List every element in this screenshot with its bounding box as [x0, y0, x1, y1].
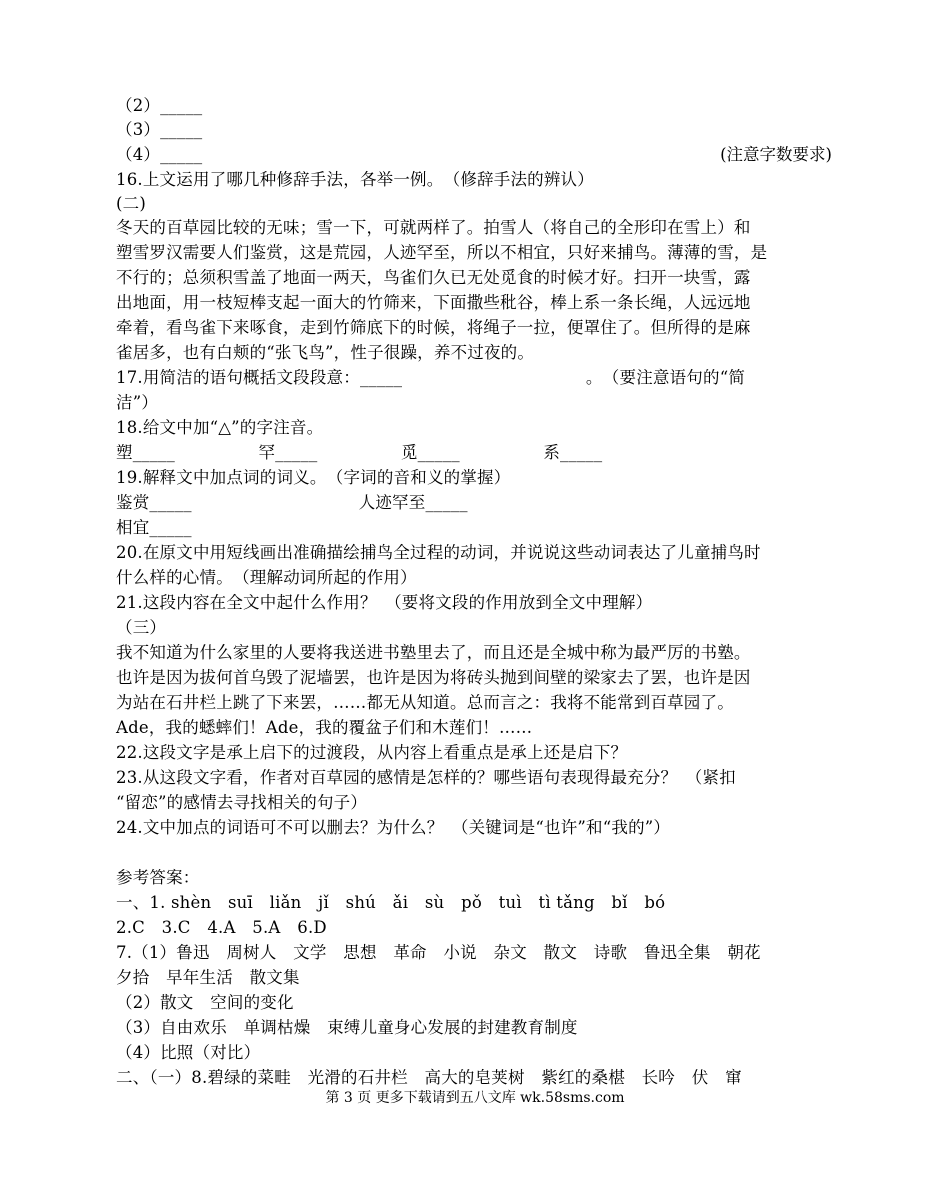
question-19: 19.解释文中加点词的词义。 （字词的音和义的掌握） — [116, 468, 511, 487]
passage-line: 出地面，用一枝短棒支起一面大的竹筛来，下面撒些秕谷，棒上系一条长绳，人远远地 — [116, 293, 751, 312]
page-footer: 第 3 页 更多下载请到五八文库 wk.58sms.com — [325, 1090, 625, 1106]
passage-line: 雀居多，也有白颊的“张飞鸟”，性子很躁，养不过夜的。 — [116, 343, 535, 362]
section-heading: （三） — [116, 618, 167, 637]
answer-line: 一、1. shèn suī liǎn jǐ shú ǎi sù pǒ tuì tì tǎng bǐ bó — [116, 893, 666, 912]
answer-line: 2.C 3.C 4.A 5.A 6.D — [116, 918, 327, 937]
question-20-cont: 什么样的心情。 （理解动词所起的作用） — [116, 568, 417, 587]
question-17: 17.用简洁的语句概括文段段意：_____ 。 （要注意语句的“简 — [116, 368, 746, 387]
answer-line: 二、（一）8.碧绿的菜畦 光滑的石井栏 高大的皂荚树 紫红的桑椹 长吟 伏 窜 — [116, 1068, 742, 1087]
question-16: 16.上文运用了哪几种修辞手法，各举一例。 （修辞手法的辨认） — [116, 170, 594, 189]
text-line: （4）_____ — [116, 145, 203, 164]
answer-line: （2）散文 空间的变化 — [116, 993, 294, 1012]
passage-line: 塑雪罗汉需要人们鉴赏，这是荒园，人迹罕至，所以不相宜，只好来捕鸟。薄薄的雪，是 — [116, 243, 768, 262]
question-18-blanks: 塑_____ 罕_____ 觅_____ 系_____ — [116, 443, 603, 462]
question-23-cont: “留恋”的感情去寻找相关的句子） — [116, 793, 368, 812]
passage-line: Ade，我的蟋蟀们！Ade，我的覆盆子们和木莲们！…… — [116, 718, 533, 737]
question-19-blanks: 鉴赏_____ 人迹罕至_____ — [116, 493, 468, 512]
question-21: 21.这段内容在全文中起什么作用？ （要将文段的作用放到全文中理解） — [116, 593, 653, 612]
answer-line: 7.（1）鲁迅 周树人 文学 思想 革命 小说 杂文 散文 诗歌 鲁迅全集 朝花 — [116, 943, 761, 962]
passage-line: 也许是因为拔何首乌毁了泥墙罢，也许是因为将砖头抛到间壁的梁家去了罢，也许是因 — [116, 668, 751, 687]
answer-line: （4）比照（对比） — [116, 1043, 261, 1062]
question-24: 24.文中加点的词语可不可以删去？为什么？ （关键词是“也许”和“我的”） — [116, 818, 671, 837]
passage-line: 不行的；总须积雪盖了地面一两天，鸟雀们久已无处觅食的时候才好。扫开一块雪，露 — [116, 268, 751, 287]
question-20: 20.在原文中用短线画出准确描绘捕鸟全过程的动词，并说说这些动词表达了儿童捕鸟时 — [116, 543, 761, 562]
question-23: 23.从这段文字看，作者对百草园的感情是怎样的？哪些语句表现得最充分？ （紧扣 — [116, 768, 736, 787]
passage-line: 我不知道为什么家里的人要将我送进书塾里去了，而且还是全城中称为最严厉的书塾。 — [116, 643, 751, 662]
answer-line: （3）自由欢乐 单调枯燥 束缚儿童身心发展的封建教育制度 — [116, 1018, 578, 1037]
question-18: 18.给文中加“△”的字注音。 — [116, 418, 324, 437]
passage-line: 牵着，看鸟雀下来啄食，走到竹筛底下的时候，将绳子一拉，便罩住了。但所得的是麻 — [116, 318, 751, 337]
word-count-note: (注意字数要求) — [720, 145, 832, 164]
section-heading: (二) — [116, 194, 146, 213]
text-line: （2）_____ — [116, 96, 203, 115]
question-19-blanks: 相宜_____ — [116, 518, 192, 537]
question-22: 22.这段文字是承上启下的过渡段，从内容上看重点是承上还是启下？ — [116, 743, 628, 762]
passage-line: 为站在石井栏上跳了下来罢，……都无从知道。总而言之：我将不能常到百草园了。 — [116, 693, 734, 712]
text-line: （3）_____ — [116, 120, 203, 139]
question-17-cont: 洁”） — [116, 393, 159, 412]
passage-line: 冬天的百草园比较的无味；雪一下，可就两样了。拍雪人（将自己的全形印在雪上）和 — [116, 218, 751, 237]
answers-heading: 参考答案： — [116, 868, 200, 887]
answer-line: 夕拾 早年生活 散文集 — [116, 968, 300, 987]
